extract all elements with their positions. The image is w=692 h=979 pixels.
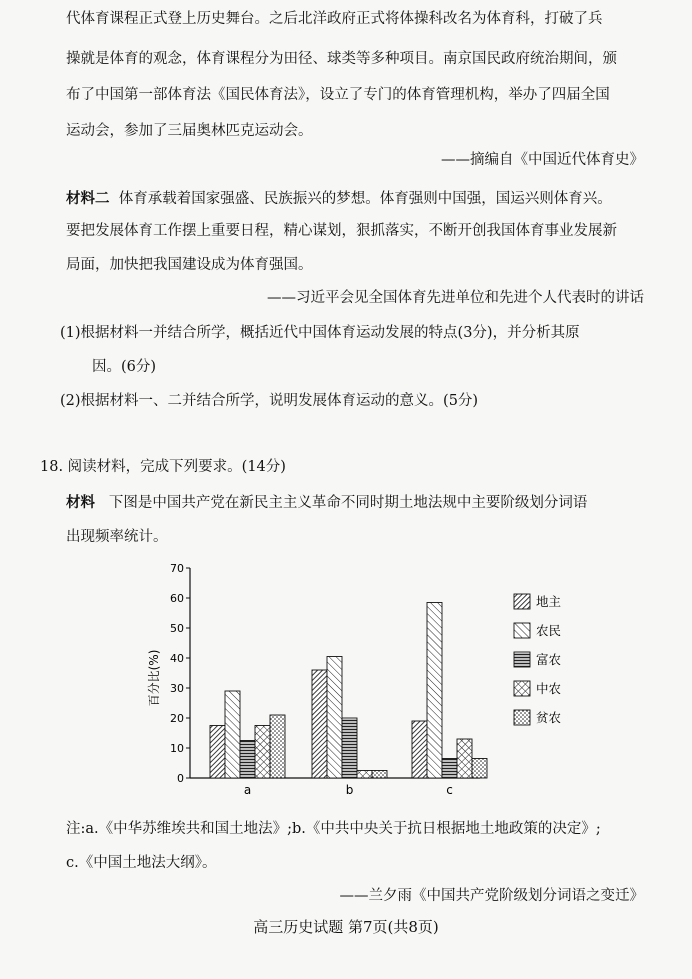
y-tick-label: 20 (170, 712, 184, 725)
legend-label: 贫农 (536, 710, 562, 725)
y-tick-label: 30 (170, 682, 184, 695)
bar-b-富农 (342, 718, 357, 778)
question-18-heading: 18. 阅读材料，完成下列要求。(14分) (40, 459, 286, 475)
land-law-class-term-chart (140, 560, 580, 805)
chart-bars (210, 603, 487, 798)
bar-a-中农 (255, 726, 270, 779)
bar-b-贫农 (372, 771, 387, 779)
material-two-text-1: 体育承载着国家强盛、民族振兴的梦想。体育强则中国强，国运兴则体育兴。 (118, 191, 612, 207)
material-two-line-2: 要把发展体育工作摆上重要日程，精心谋划，狠抓落实，不断开创我国体育事业发展新 (66, 223, 617, 239)
y-tick-label: 10 (170, 742, 184, 755)
material-two-source: ——习近平会见全国体育先进单位和先进个人代表时的讲话 (267, 290, 644, 306)
chart-note-line-2: c.《中国土地法大纲》。 (66, 855, 217, 871)
bar-a-地主 (210, 726, 225, 779)
legend-label: 富农 (536, 652, 562, 667)
material-two-label: 材料二 (66, 190, 110, 207)
bar-a-富农 (240, 741, 255, 779)
bar-c-农民 (427, 603, 442, 779)
material-two-line-1 (66, 182, 644, 216)
question-18-material-text-1: 下图是中国共产党在新民主主义革命不同时期土地法规中主要阶级划分词语 (108, 495, 588, 511)
y-tick-label: 0 (177, 772, 184, 785)
legend-swatch (514, 710, 530, 725)
legend-swatch (514, 594, 530, 609)
y-tick-label: 50 (170, 622, 184, 635)
bar-b-中农 (357, 771, 372, 779)
question-18-material-line-2: 出现频率统计。 (66, 529, 168, 545)
y-tick-label: 70 (170, 562, 184, 575)
chart-note-line-1: 注:a.《中华苏维埃共和国土地法》;b.《中共中央关于抗日根据地土地政策的决定》; (66, 821, 601, 837)
y-tick-label: 60 (170, 592, 184, 605)
bar-c-中农 (457, 739, 472, 778)
bar-a-农民 (225, 691, 240, 778)
material-one-source: ——摘编自《中国近代体育史》 (441, 152, 644, 168)
x-tick-label: c (446, 783, 453, 797)
material-one-line-1: 代体育课程正式登上历史舞台。之后北洋政府正式将体操科改名为体育科，打破了兵 (66, 11, 603, 27)
question-18-material-line-1 (66, 486, 644, 520)
material-two-line-3: 局面，加快把我国建设成为体育强国。 (66, 257, 313, 273)
legend-label: 农民 (536, 623, 562, 638)
legend-swatch (514, 623, 530, 638)
question-2-line-1: (2)根据材料一、二并结合所学，说明发展体育运动的意义。(5分) (60, 393, 479, 409)
legend-swatch (514, 652, 530, 667)
question-1-line-1: (1)根据材料一并结合所学，概括近代中国体育运动发展的特点(3分)，并分析其原 (60, 325, 580, 341)
chart-legend (514, 594, 562, 725)
bar-c-富农 (442, 759, 457, 779)
legend-swatch (514, 681, 530, 696)
bar-a-贫农 (270, 715, 285, 778)
x-tick-label: a (243, 783, 252, 797)
material-one-line-3: 布了中国第一部体育法《国民体育法》，设立了专门的体育管理机构，举办了四届全国 (66, 87, 610, 103)
legend-label: 地主 (536, 594, 562, 609)
question-18-material-label: 材料 (66, 494, 95, 511)
bar-b-农民 (327, 657, 342, 779)
x-tick-label: b (345, 783, 354, 797)
legend-label: 中农 (536, 681, 562, 696)
bar-c-地主 (412, 721, 427, 778)
chart-y-axis-label: 百分比(%) (147, 649, 161, 707)
bar-b-地主 (312, 670, 327, 778)
y-tick-label: 40 (170, 652, 184, 665)
bar-c-贫农 (472, 759, 487, 779)
chart-source: ——兰夕雨《中国共产党阶级划分词语之变迁》 (339, 888, 644, 904)
page-footer: 高三历史试题 第7页(共8页) (253, 918, 439, 936)
material-one-line-2: 操就是体育的观念，体育课程分为田径、球类等多种项目。南京国民政府统治期间，颁 (66, 51, 617, 67)
question-1-line-2: 因。(6分) (92, 359, 157, 375)
material-one-line-4: 运动会，参加了三届奥林匹克运动会。 (66, 123, 313, 139)
